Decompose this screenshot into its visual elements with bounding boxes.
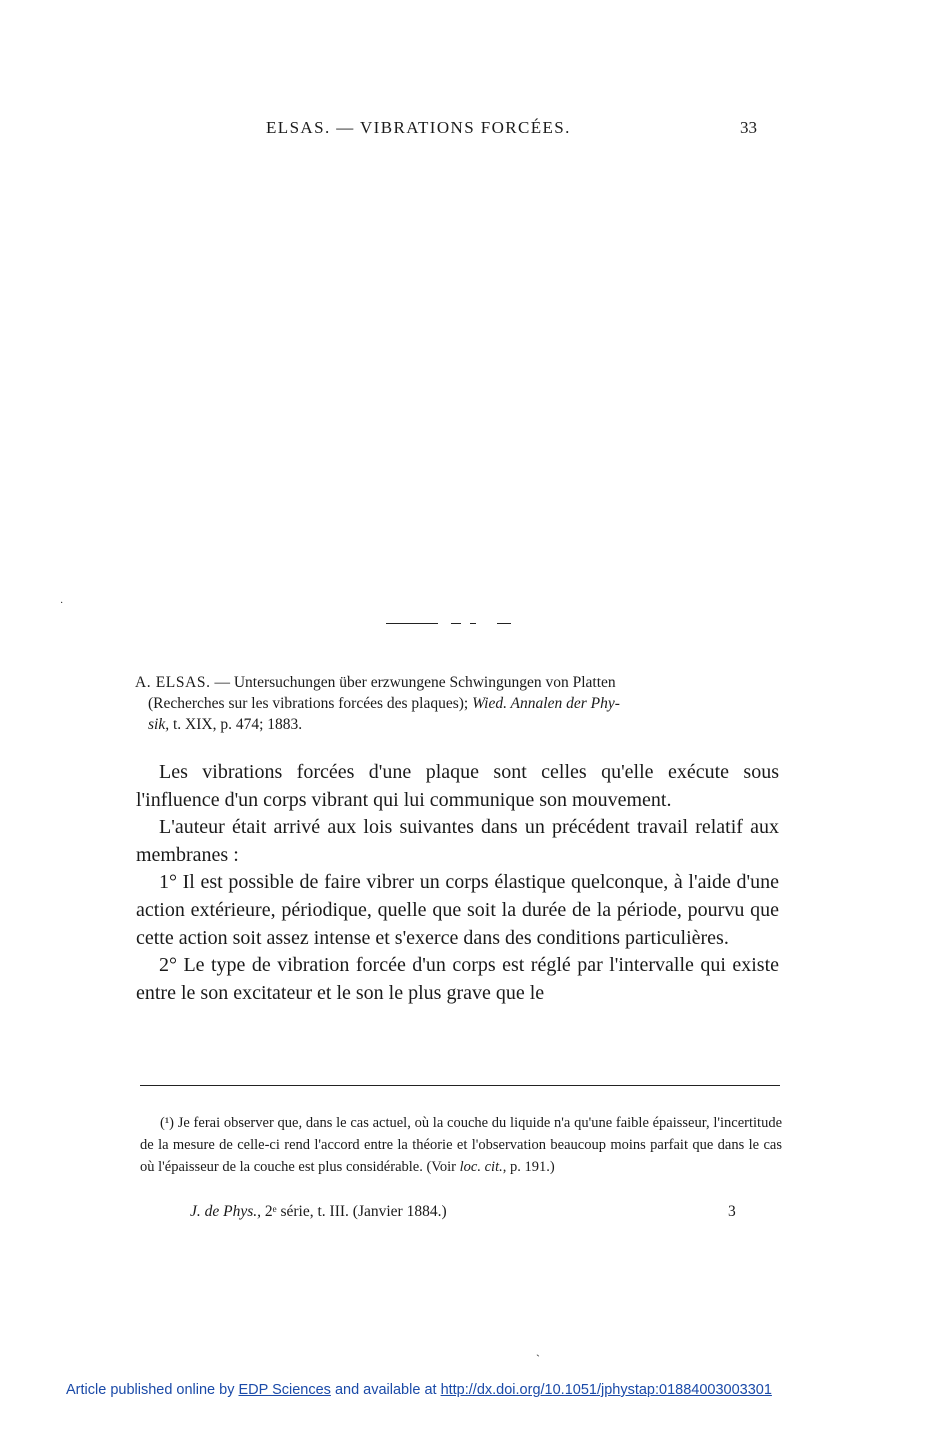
doi-link[interactable]: http://dx.doi.org/10.1051/jphystap:01884003003301 [440, 1382, 772, 1398]
footer-prefix: Article published online by [66, 1382, 235, 1398]
body-paragraph: Les vibrations forcées d'une plaque sont celles qu'elle exécute sous l'influence d'un corps vibrant qui lui communique son mouvement. [136, 761, 779, 811]
footnote-rule [140, 1085, 780, 1086]
separator-rule [451, 623, 461, 624]
journal-abbrev: J. de Phys., [190, 1203, 262, 1220]
running-title: ELSAS. — VIBRATIONS FORCÉES. [266, 118, 571, 137]
footnote-text-end: , p. 191.) [502, 1159, 555, 1175]
publisher-footer [66, 1382, 772, 1398]
citation-dash: — [214, 674, 230, 691]
body-paragraph: 2° Le type de vibration forcée d'un corps est réglé par l'intervalle qui existe entre le son excitateur et le son le plus grave que le [136, 954, 779, 1004]
scan-speck: · [60, 598, 64, 609]
body-paragraph: 1° Il est possible de faire vibrer un corps élastique quelconque, à l'aide d'une action extérieure, périodique, quelle que soit la durée de la période, pourvu que cette action soit assez intense et s'exerce dans des conditions particulières. [136, 871, 779, 949]
body-paragraph: L'auteur était arrivé aux lois suivantes dans un précédent travail relatif aux membranes : [136, 816, 779, 866]
citation-volume: t. XIX, p. 474; 1883. [172, 716, 303, 733]
footer-middle: and available at [334, 1382, 437, 1398]
publisher-link[interactable]: EDP Sciences [238, 1382, 331, 1398]
separator-rule [470, 623, 476, 624]
citation-journal: Wied. Annalen der Phy- [472, 695, 620, 712]
article-body [136, 759, 779, 1007]
footnote-text: (¹) Je ferai observer que, dans le cas actuel, où la couche du liquide n'a qu'une faible épaisseur, l'incertitude de la mesure de celle-ci rend l'accord entre la théorie et l'observation beaucoup moins parfait que dans le cas où l'épaisseur de la couche est plus considérable. (Voir [140, 1115, 782, 1175]
footnote-loc-cit: loc. cit. [459, 1159, 503, 1175]
article-citation [135, 672, 779, 735]
citation-author: A. ELSAS. [135, 674, 211, 691]
journal-reference [190, 1203, 447, 1221]
separator-rule [497, 623, 511, 624]
citation-journal-cont: sik, [148, 716, 170, 733]
journal-series: 2ᵉ série, t. III. (Janvier 1884.) [264, 1203, 447, 1220]
footnote [140, 1112, 782, 1178]
signature-mark: 3 [728, 1203, 736, 1220]
scan-speck: ˋ [536, 1352, 540, 1366]
citation-title-german: Untersuchungen über erzwungene Schwingungen von Platten [233, 674, 616, 691]
page-number: 33 [740, 118, 757, 137]
separator-rule [386, 623, 438, 624]
citation-title-french: (Recherches sur les vibrations forcées des plaques); [148, 695, 469, 712]
